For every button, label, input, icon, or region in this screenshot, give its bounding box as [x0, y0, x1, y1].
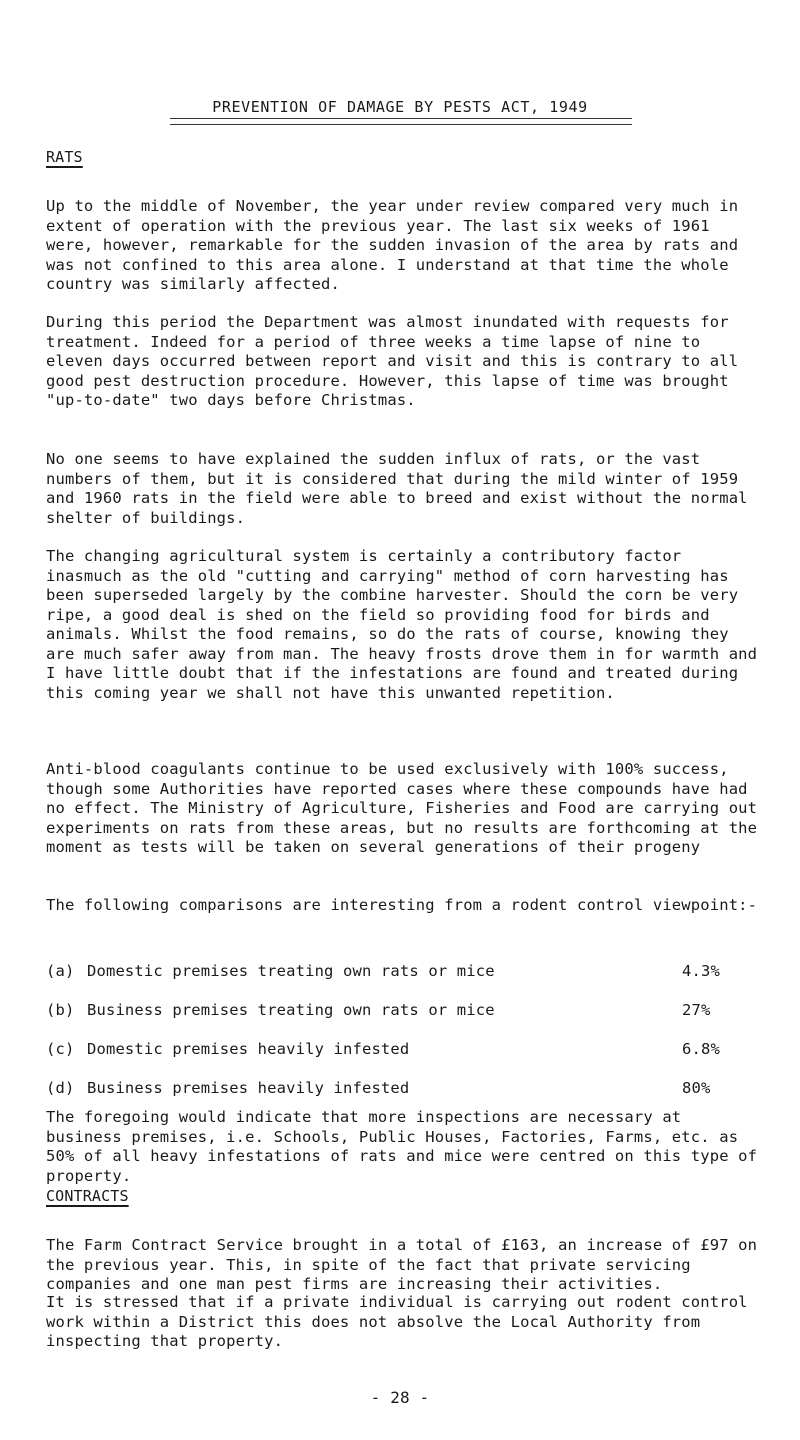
section-heading-contracts: CONTRACTS [46, 1187, 129, 1205]
comparison-value: 4.3% [682, 962, 720, 980]
paragraph: Up to the middle of November, the year under review compared very much in extent of operation with the previous year. The last six weeks of 1961 were, however, remarkable for the sudden invasion of the area by rats and was not confined to this area alone. I understand at that time the whole country was similarly affected. [46, 197, 739, 293]
paragraph: It is stressed that if a private individual is carrying out rodent control work within a District this does not absolve the Local Authority from inspecting that property. [46, 1293, 748, 1350]
paragraph: The Farm Contract Service brought in a total of £163, an increase of £97 on the previous year. This, in spite of the fact that private servicing companies and one man pest firms are increasing their activities. [46, 1236, 758, 1293]
comparison-text: Domestic premises heavily infested [87, 1040, 410, 1058]
comparison-item [46, 1001, 766, 1040]
title-double-underline [170, 118, 632, 125]
comparison-value: 6.8% [682, 1040, 720, 1058]
comparison-text: Domestic premises treating own rats or mice [87, 962, 495, 980]
comparison-text: Business premises treating own rats or mice [87, 1001, 495, 1019]
comparison-list [46, 962, 766, 1118]
comparison-item [46, 962, 766, 1001]
paragraph-conclusion: The foregoing would indicate that more inspections are necessary at business premises, i.e. Schools, Public Houses, Factories, Farms, etc. as 50% of all heavy infestations of rats and mice were centred on this type of property. [46, 1108, 758, 1185]
paragraph: The following comparisons are interesting from a rodent control viewpoint:- [46, 896, 758, 914]
paragraph: The changing agricultural system is certainly a contributory factor inasmuch as the old "cutting and carrying" method of corn harvesting has been superseded largely by the combine harvester. Should the corn be very ripe, a good deal is shed on the field so providing food for birds and animals. Whilst the food remains, so do the rats of course, knowing they are much safer away from man. The heavy frosts drove them in for warmth and I have little doubt that if the infestations are found and treated during this coming year we shall not have this unwanted repetition. [46, 547, 758, 702]
page-number: - 28 - [370, 1388, 430, 1407]
comparison-value: 27% [682, 1001, 711, 1019]
comparison-item [46, 1040, 766, 1079]
paragraph: During this period the Department was almost inundated with requests for treatment. Indeed for a period of three weeks a time lapse of nine to eleven days occurred between report and visit and this is contrary to all good pest destruction procedure. However, this lapse of time was brought "up-to-date" two days before Christmas. [46, 313, 739, 409]
comparison-value: 80% [682, 1079, 711, 1097]
comparison-label: (d) [46, 1079, 75, 1097]
section-heading-rats: RATS [46, 148, 83, 166]
comparison-label: (a) [46, 962, 75, 980]
comparison-label: (c) [46, 1040, 75, 1058]
paragraph: Anti-blood coagulants continue to be used exclusively with 100% success, though some Authorities have reported cases where these compounds have had no effect. The Ministry of Agriculture, Fisheries and Food are carrying out experiments on rats from these areas, but no results are forthcoming at the moment as tests will be taken on several generations of their progeny [46, 760, 758, 856]
comparison-label: (b) [46, 1001, 75, 1019]
paragraph: No one seems to have explained the sudden influx of rats, or the vast numbers of them, but it is considered that during the mild winter of 1959 and 1960 rats in the field were able to breed and exist without the normal shelter of buildings. [46, 450, 748, 527]
document-title: PREVENTION OF DAMAGE BY PESTS ACT, 1949 [212, 98, 588, 116]
comparison-text: Business premises heavily infested [87, 1079, 410, 1097]
